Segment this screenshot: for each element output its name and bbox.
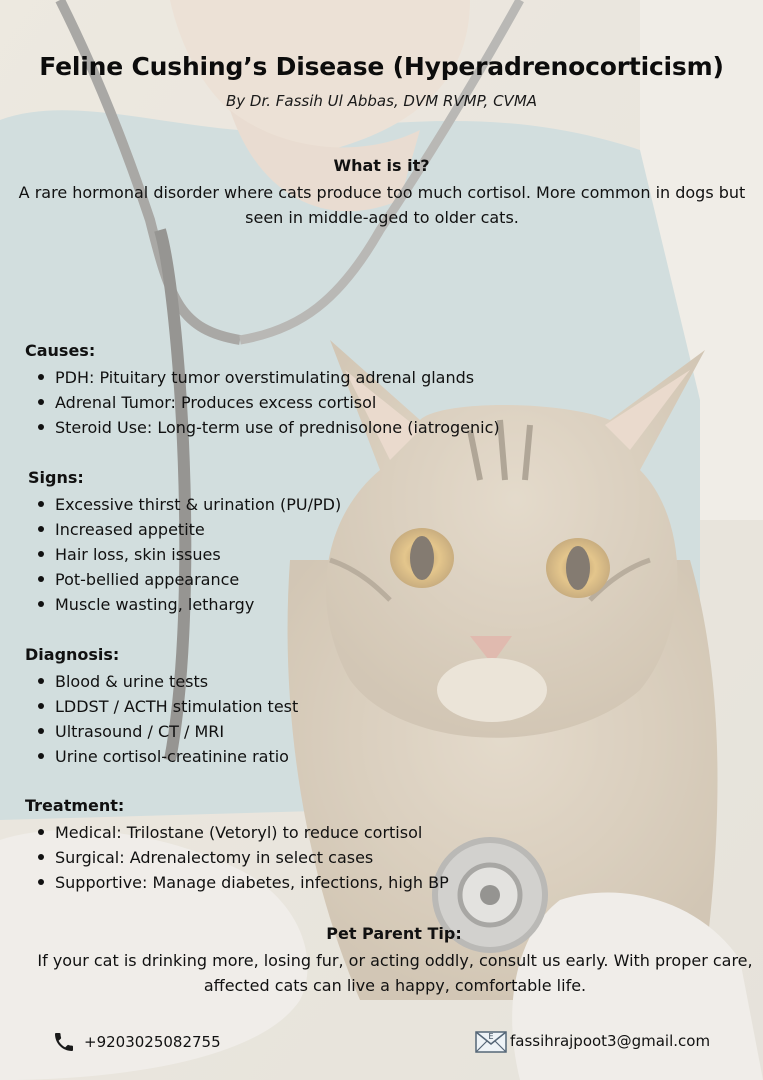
causes-heading: Causes: [25, 341, 96, 360]
tip-heading: Pet Parent Tip: [326, 924, 462, 943]
list-item: Steroid Use: Long-term use of prednisolone (iatrogenic) [25, 415, 725, 440]
treatment-heading: Treatment: [25, 796, 125, 815]
list-item: Pot-bellied appearance [25, 567, 728, 592]
causes-list [25, 365, 725, 440]
list-item: Surgical: Adrenalectomy in select cases [25, 845, 725, 870]
list-item: Ultrasound / CT / MRI [25, 719, 725, 744]
list-item: Blood & urine tests [25, 669, 725, 694]
treatment-list [25, 820, 725, 895]
list-item: Medical: Trilostane (Vetoryl) to reduce cortisol [25, 820, 725, 845]
phone-number: +9203025082755 [84, 1033, 221, 1051]
page-title: Feline Cushing’s Disease (Hyperadrenocorticism) [39, 52, 724, 81]
diagnosis-heading: Diagnosis: [25, 645, 120, 664]
email-contact[interactable] [474, 1028, 710, 1054]
envelope-icon [474, 1028, 508, 1054]
email-address: fassihrajpoot3@gmail.com [510, 1032, 711, 1050]
list-item: Adrenal Tumor: Produces excess cortisol [25, 390, 725, 415]
list-item: Supportive: Manage diabetes, infections, high BP [25, 870, 725, 895]
list-item: Increased appetite [25, 517, 728, 542]
tip-text: If your cat is drinking more, losing fur, or acting oddly, consult us early. With proper care, affected cats can live a happy, comfortable life. [37, 951, 753, 995]
list-item: Hair loss, skin issues [25, 542, 728, 567]
intro-text: A rare hormonal disorder where cats produce too much cortisol. More common in dogs but seen in middle-aged to older cats. [18, 183, 746, 227]
envelope-icon-letter: E [488, 1032, 494, 1041]
list-item: Excessive thirst & urination (PU/PD) [25, 492, 728, 517]
list-item: Urine cortisol-creatinine ratio [25, 744, 725, 769]
signs-list [25, 492, 728, 617]
phone-icon [52, 1030, 76, 1054]
signs-heading: Signs: [28, 468, 84, 487]
intro-heading: What is it? [333, 156, 430, 175]
diagnosis-section [25, 644, 725, 769]
signs-section [28, 467, 728, 617]
phone-contact[interactable] [52, 1030, 221, 1054]
author-byline: By Dr. Fassih Ul Abbas, DVM RVMP, CVMA [225, 92, 538, 110]
treatment-section [25, 795, 725, 895]
causes-section [25, 340, 725, 440]
list-item: LDDST / ACTH stimulation test [25, 694, 725, 719]
diagnosis-list [25, 669, 725, 769]
list-item: Muscle wasting, lethargy [25, 592, 728, 617]
list-item: PDH: Pituitary tumor overstimulating adrenal glands [25, 365, 725, 390]
